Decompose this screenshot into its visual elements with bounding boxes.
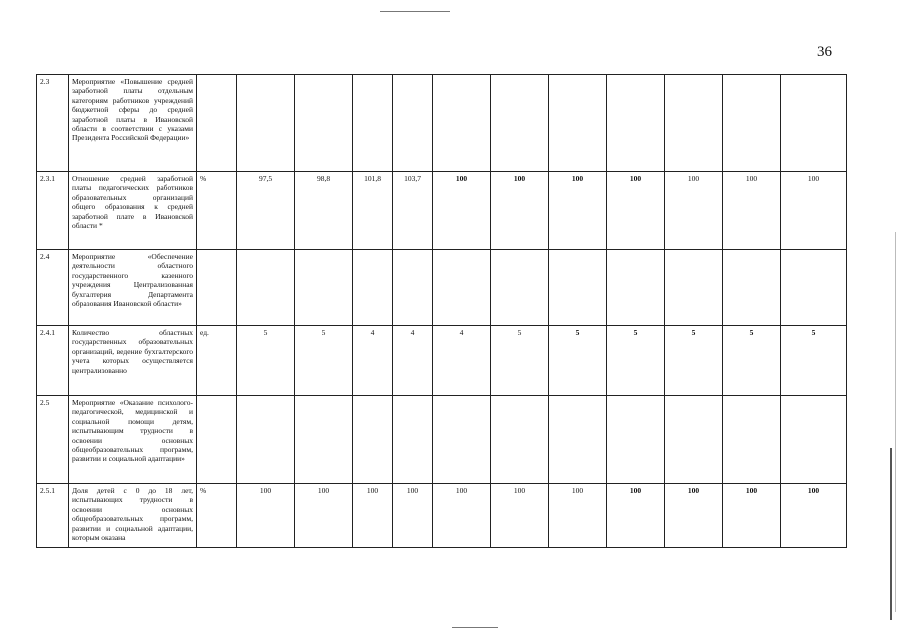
- value-cell: [723, 250, 781, 326]
- value-cell: 100: [433, 484, 491, 548]
- value-cell: 4: [433, 326, 491, 396]
- row-description: Количество областных государственных образовательных организаций, ведение бухгалтерского учета которых осуществляется централизованно: [69, 326, 197, 396]
- value-cell: [607, 396, 665, 484]
- value-cell: [491, 250, 549, 326]
- value-cell: [491, 75, 549, 172]
- value-cell: [393, 396, 433, 484]
- value-cell: 100: [723, 484, 781, 548]
- value-cell: 100: [549, 172, 607, 250]
- value-cell: [549, 75, 607, 172]
- value-cell: 100: [665, 172, 723, 250]
- value-cell: [781, 75, 847, 172]
- value-cell: [549, 396, 607, 484]
- value-cell: 100: [393, 484, 433, 548]
- table-row: [37, 250, 847, 326]
- value-cell: [665, 75, 723, 172]
- value-cell: [237, 250, 295, 326]
- value-cell: 5: [295, 326, 353, 396]
- value-cell: [781, 396, 847, 484]
- scan-edge-shadow: [890, 448, 892, 620]
- table-row: [37, 484, 847, 548]
- row-number: 2.3: [37, 75, 69, 172]
- value-cell: 100: [607, 484, 665, 548]
- value-cell: [295, 396, 353, 484]
- value-cell: [491, 396, 549, 484]
- value-cell: [607, 250, 665, 326]
- value-cell: [723, 396, 781, 484]
- value-cell: 5: [491, 326, 549, 396]
- table-row: [37, 326, 847, 396]
- value-cell: [781, 250, 847, 326]
- row-unit: [197, 396, 237, 484]
- value-cell: [237, 75, 295, 172]
- row-number: 2.5: [37, 396, 69, 484]
- value-cell: [295, 75, 353, 172]
- value-cell: [665, 396, 723, 484]
- row-unit: %: [197, 484, 237, 548]
- row-number: 2.3.1: [37, 172, 69, 250]
- value-cell: 4: [393, 326, 433, 396]
- row-description: Мероприятие «Обеспечение деятельности областного государственного казенного учреждения Централизованная бухгалтерия Департамента образования Ивановской области»: [69, 250, 197, 326]
- indicators-table: [36, 74, 847, 548]
- value-cell: 100: [237, 484, 295, 548]
- value-cell: 100: [353, 484, 393, 548]
- row-description: Отношение средней заработной платы педагогических работников образовательных организаций общего образования к средней заработной плате в Ивановской области *: [69, 172, 197, 250]
- value-cell: 100: [491, 484, 549, 548]
- value-cell: [393, 75, 433, 172]
- value-cell: 97,5: [237, 172, 295, 250]
- value-cell: [433, 250, 491, 326]
- table-row: [37, 396, 847, 484]
- value-cell: 100: [549, 484, 607, 548]
- table-row: [37, 172, 847, 250]
- value-cell: [723, 75, 781, 172]
- value-cell: [665, 250, 723, 326]
- row-description: Мероприятие «Повышение средней заработной платы отдельным категориям работников учреждений бюджетной сферы до средней заработной платы в Ивановской области в соответствии с указами Президента Российской Федерации»: [69, 75, 197, 172]
- value-cell: [607, 75, 665, 172]
- value-cell: [295, 250, 353, 326]
- scan-artifact-bottom: [452, 627, 498, 628]
- value-cell: 100: [433, 172, 491, 250]
- value-cell: [353, 75, 393, 172]
- value-cell: 100: [781, 484, 847, 548]
- value-cell: 5: [665, 326, 723, 396]
- row-unit: ед.: [197, 326, 237, 396]
- row-number: 2.5.1: [37, 484, 69, 548]
- value-cell: [393, 250, 433, 326]
- row-description: Доля детей с 0 до 18 лет, испытывающих трудности в освоении основных общеобразовательных программ, развитии и социальной адаптации, которым оказана: [69, 484, 197, 548]
- value-cell: [433, 75, 491, 172]
- value-cell: [549, 250, 607, 326]
- value-cell: 5: [237, 326, 295, 396]
- page-number: 36: [817, 44, 832, 60]
- row-unit: [197, 75, 237, 172]
- value-cell: 100: [723, 172, 781, 250]
- value-cell: 101,8: [353, 172, 393, 250]
- scan-artifact-top: [380, 11, 450, 12]
- row-number: 2.4: [37, 250, 69, 326]
- value-cell: 100: [665, 484, 723, 548]
- value-cell: 5: [781, 326, 847, 396]
- value-cell: [433, 396, 491, 484]
- value-cell: 100: [781, 172, 847, 250]
- value-cell: 5: [549, 326, 607, 396]
- row-number: 2.4.1: [37, 326, 69, 396]
- row-unit: %: [197, 172, 237, 250]
- value-cell: 4: [353, 326, 393, 396]
- row-unit: [197, 250, 237, 326]
- row-description: Мероприятие «Оказание психолого-педагогической, медицинской и социальной помощи детям, испытывающим трудности в освоении основных общеобразовательных программ, развитии и социальной адаптации»: [69, 396, 197, 484]
- value-cell: 98,8: [295, 172, 353, 250]
- value-cell: 103,7: [393, 172, 433, 250]
- value-cell: [237, 396, 295, 484]
- table-row: [37, 75, 847, 172]
- value-cell: [353, 250, 393, 326]
- value-cell: 100: [607, 172, 665, 250]
- scan-edge-line: [895, 232, 896, 612]
- value-cell: [353, 396, 393, 484]
- value-cell: 100: [295, 484, 353, 548]
- value-cell: 100: [491, 172, 549, 250]
- value-cell: 5: [723, 326, 781, 396]
- value-cell: 5: [607, 326, 665, 396]
